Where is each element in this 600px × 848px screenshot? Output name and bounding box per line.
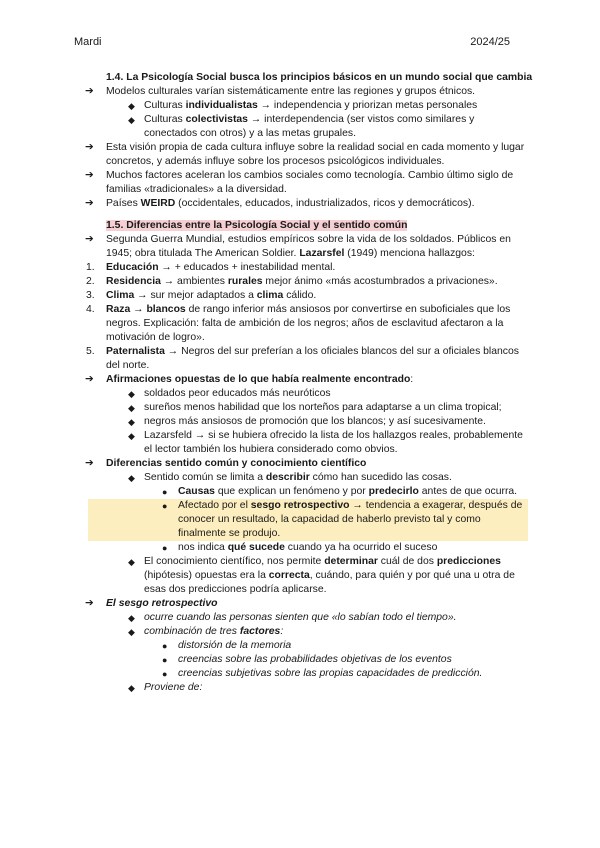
diamond-bullet-icon: ◆: [128, 403, 135, 413]
list-item: ➔ Esta visión propia de cada cultura influye sobre la realidad social en cada momento y lugar concretos, y además influye sobre los procesos psicológicos individuales.: [85, 142, 525, 167]
dot-bullet-icon: ●: [162, 501, 168, 511]
diamond-bullet-icon: ◆: [128, 613, 135, 623]
diamond-bullet-icon: ◆: [128, 389, 135, 399]
list-item: ◆ soldados peor educados más neuróticos: [128, 388, 331, 399]
section-heading-1-4: 1.4. La Psicología Social busca los principios básicos en un mundo social que cambia: [106, 72, 533, 83]
arrow-bullet-icon: ➔: [85, 86, 94, 97]
list-item: ◆ Proviene de:: [128, 682, 203, 693]
page-header: [74, 36, 510, 48]
highlighted-list-item: ● Afectado por el sesgo retrospectivo → tendencia a exagerar, después de conocer un resultado, la capacidad de haberlo previsto tal y como finalmente se produjo.: [88, 499, 528, 541]
arrow-bullet-icon: ➔: [85, 598, 94, 609]
diamond-bullet-icon: ◆: [128, 101, 135, 111]
list-item: ◆ Culturas individualistas → independencia y priorizan metas personales: [128, 100, 478, 111]
dot-bullet-icon: ●: [162, 487, 168, 497]
dot-bullet-icon: ●: [162, 543, 168, 553]
diamond-bullet-icon: ◆: [128, 115, 135, 125]
list-item: ➔ Países WEIRD (occidentales, educados, industrializados, ricos y democráticos).: [85, 198, 475, 209]
diamond-bullet-icon: ◆: [128, 557, 135, 567]
diamond-bullet-icon: ◆: [128, 473, 135, 483]
list-item: ➔ Modelos culturales varían sistemáticamente entre las regiones y grupos étnicos.: [85, 86, 476, 97]
list-item: ◆ negros más ansiosos de promoción que los blancos; y así sucesivamente.: [128, 416, 486, 427]
numbered-item: 2. Residencia → ambientes rurales mejor ánimo «más acostumbrados a privaciones».: [86, 276, 498, 287]
arrow-bullet-icon: ➔: [85, 142, 94, 153]
list-item: ➔ Afirmaciones opuestas de lo que había realmente encontrado:: [85, 374, 414, 385]
dot-bullet-icon: ●: [162, 655, 168, 665]
list-item: ◆ combinación de tres factores:: [128, 626, 284, 637]
list-item: ➔ El sesgo retrospectivo: [85, 598, 218, 609]
section-heading-1-5: 1.5. Diferencias entre la Psicología Social y el sentido común: [106, 220, 408, 231]
diamond-bullet-icon: ◆: [128, 627, 135, 637]
dot-bullet-icon: ●: [162, 669, 168, 679]
header-right: 2024/25: [470, 36, 510, 48]
list-item: ➔ Diferencias sentido común y conocimiento científico: [85, 458, 367, 469]
arrow-bullet-icon: ➔: [85, 234, 94, 245]
list-item: ◆ Culturas colectivistas → interdependencia (ser vistos como similares y conectados con otros) y a las metas grupales.: [128, 114, 475, 139]
list-item: ◆ Sentido común se limita a describir cómo han sucedido las cosas.: [128, 472, 452, 483]
list-item: ● Causas que explican un fenómeno y por predecirlo antes de que ocurra.: [162, 486, 518, 497]
list-item: ● nos indica qué sucede cuando ya ha ocurrido el suceso: [162, 542, 438, 553]
numbered-item: 4. Raza → blancos de rango inferior más ansiosos por convertirse en suboficiales que los negros. Explicación: falta de ambición de los negros; años de esclavitud afectaron a la motivación de logro».: [86, 304, 511, 343]
numbered-item: 3. Clima → sur mejor adaptados a clima cálido.: [86, 290, 317, 301]
list-item: ➔ Segunda Guerra Mundial, estudios empíricos sobre la vida de los soldados. Públicos en 1945; obra titulada The American Soldier. Lazarsfel (1949) menciona hallazgos:: [85, 234, 511, 259]
dot-bullet-icon: ●: [162, 641, 168, 651]
list-item: ● creencias sobre las probabilidades objetivas de los eventos: [162, 654, 452, 665]
list-item: ◆ Lazarsfeld → si se hubiera ofrecido la lista de los hallazgos reales, probablemente el lector también los hubiera considerado como obvios.: [128, 430, 523, 455]
arrow-bullet-icon: ➔: [85, 170, 94, 181]
numbered-item: 1. Educación → + educados + inestabilidad mental.: [86, 262, 336, 273]
diamond-bullet-icon: ◆: [128, 431, 135, 441]
list-item: ◆ sureños menos habilidad que los norteños para adaptarse a un clima tropical;: [128, 402, 502, 413]
header-left: Mardi: [74, 36, 102, 48]
list-item: ◆ ocurre cuando las personas sienten que «lo sabían todo el tiempo».: [128, 612, 457, 623]
list-item: ➔ Muchos factores aceleran los cambios sociales como tecnología. Cambio último siglo de familias «tradicionales» a la diversidad.: [85, 170, 514, 195]
arrow-bullet-icon: ➔: [85, 374, 94, 385]
arrow-bullet-icon: ➔: [85, 198, 94, 209]
list-item: ● creencias subjetivas sobre las propias capacidades de predicción.: [162, 668, 483, 679]
list-item: ◆ El conocimiento científico, nos permite determinar cuál de dos predicciones (hipótesis) opuestas era la correcta, cuándo, para quién y por qué una u otra de esas dos predicciones podría aplicarse.: [128, 556, 515, 595]
document-body: [85, 71, 533, 695]
arrow-bullet-icon: ➔: [85, 458, 94, 469]
numbered-item: 5. Paternalista → Negros del sur preferían a los oficiales blancos del sur a oficiales blancos del norte.: [86, 346, 519, 371]
diamond-bullet-icon: ◆: [128, 417, 135, 427]
list-item: ● distorsión de la memoria: [162, 640, 292, 651]
diamond-bullet-icon: ◆: [128, 683, 135, 693]
